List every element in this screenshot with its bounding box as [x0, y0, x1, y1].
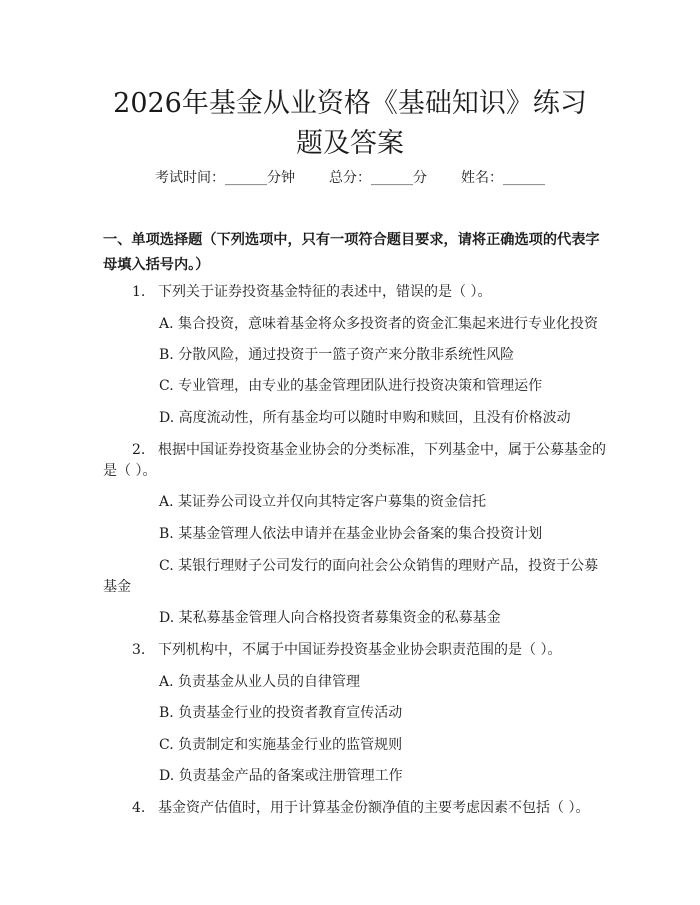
question-1-option-d: D. 高度流动性，所有基金均可以随时申购和赎回，且没有价格波动	[159, 410, 571, 426]
question-2-option-a: A. 某证券公司设立并仅向其特定客户募集的资金信托	[159, 494, 487, 510]
exam-info-line	[0, 168, 700, 188]
exam-score-label: 总分：______分	[329, 170, 427, 186]
section-heading: 一、单项选择题（下列选项中，只有一项符合题目要求，请将正确选项的代表字母填入括号内。）	[103, 232, 600, 273]
exam-time-label: 考试时间：______分钟	[155, 170, 295, 186]
question-2-option-c: C. 某银行理财子公司发行的面向社会公众销售的理财产品，投资于公募	[159, 558, 599, 574]
question-number: 3.	[132, 642, 146, 658]
question-1-option-b: B. 分散风险，通过投资于一篮子资产来分散非系统性风险	[159, 347, 515, 363]
question-4-stem	[132, 798, 589, 818]
question-3-option-b: B. 负责基金行业的投资者教育宣传活动	[159, 705, 403, 721]
question-2-option-b: B. 某基金管理人依法申请并在基金业协会备案的集合投资计划	[159, 526, 543, 542]
question-text: 根据中国证券投资基金业协会的分类标准，下列基金中，属于公募基金的	[158, 442, 606, 458]
question-number: 4.	[132, 800, 146, 816]
question-3-option-c: C. 负责制定和实施基金行业的监管规则	[159, 737, 403, 753]
question-2-option-d: D. 某私募基金管理人向合格投资者募集资金的私募基金	[159, 610, 501, 626]
question-2-stem	[132, 440, 606, 460]
question-1-option-c: C. 专业管理，由专业的基金管理团队进行投资决策和管理运作	[159, 378, 543, 394]
question-text: 下列机构中，不属于中国证券投资基金业协会职责范围的是（ ）。	[158, 642, 562, 658]
exam-name-label: 姓名：______	[461, 170, 545, 186]
question-1-stem	[132, 282, 491, 302]
question-text: 下列关于证券投资基金特征的表述中，错误的是（ ）。	[158, 284, 492, 300]
question-1-option-a: A. 集合投资，意味着基金将众多投资者的资金汇集起来进行专业化投资	[159, 316, 599, 332]
question-3-option-d: D. 负责基金产品的备案或注册管理工作	[159, 768, 403, 784]
question-number: 2.	[132, 442, 146, 458]
question-text: 基金资产估值时，用于计算基金份额净值的主要考虑因素不包括（ ）。	[158, 800, 590, 816]
question-2-option-c-continuation: 基金	[103, 579, 131, 595]
question-2-stem-continuation: 是（ ）。	[103, 463, 157, 479]
question-number: 1.	[132, 284, 146, 300]
question-3-stem	[132, 640, 561, 660]
question-3-option-a: A. 负责基金从业人员的自律管理	[159, 674, 361, 690]
document-title: 2026年基金从业资格《基础知识》练习题及答案	[113, 88, 587, 159]
